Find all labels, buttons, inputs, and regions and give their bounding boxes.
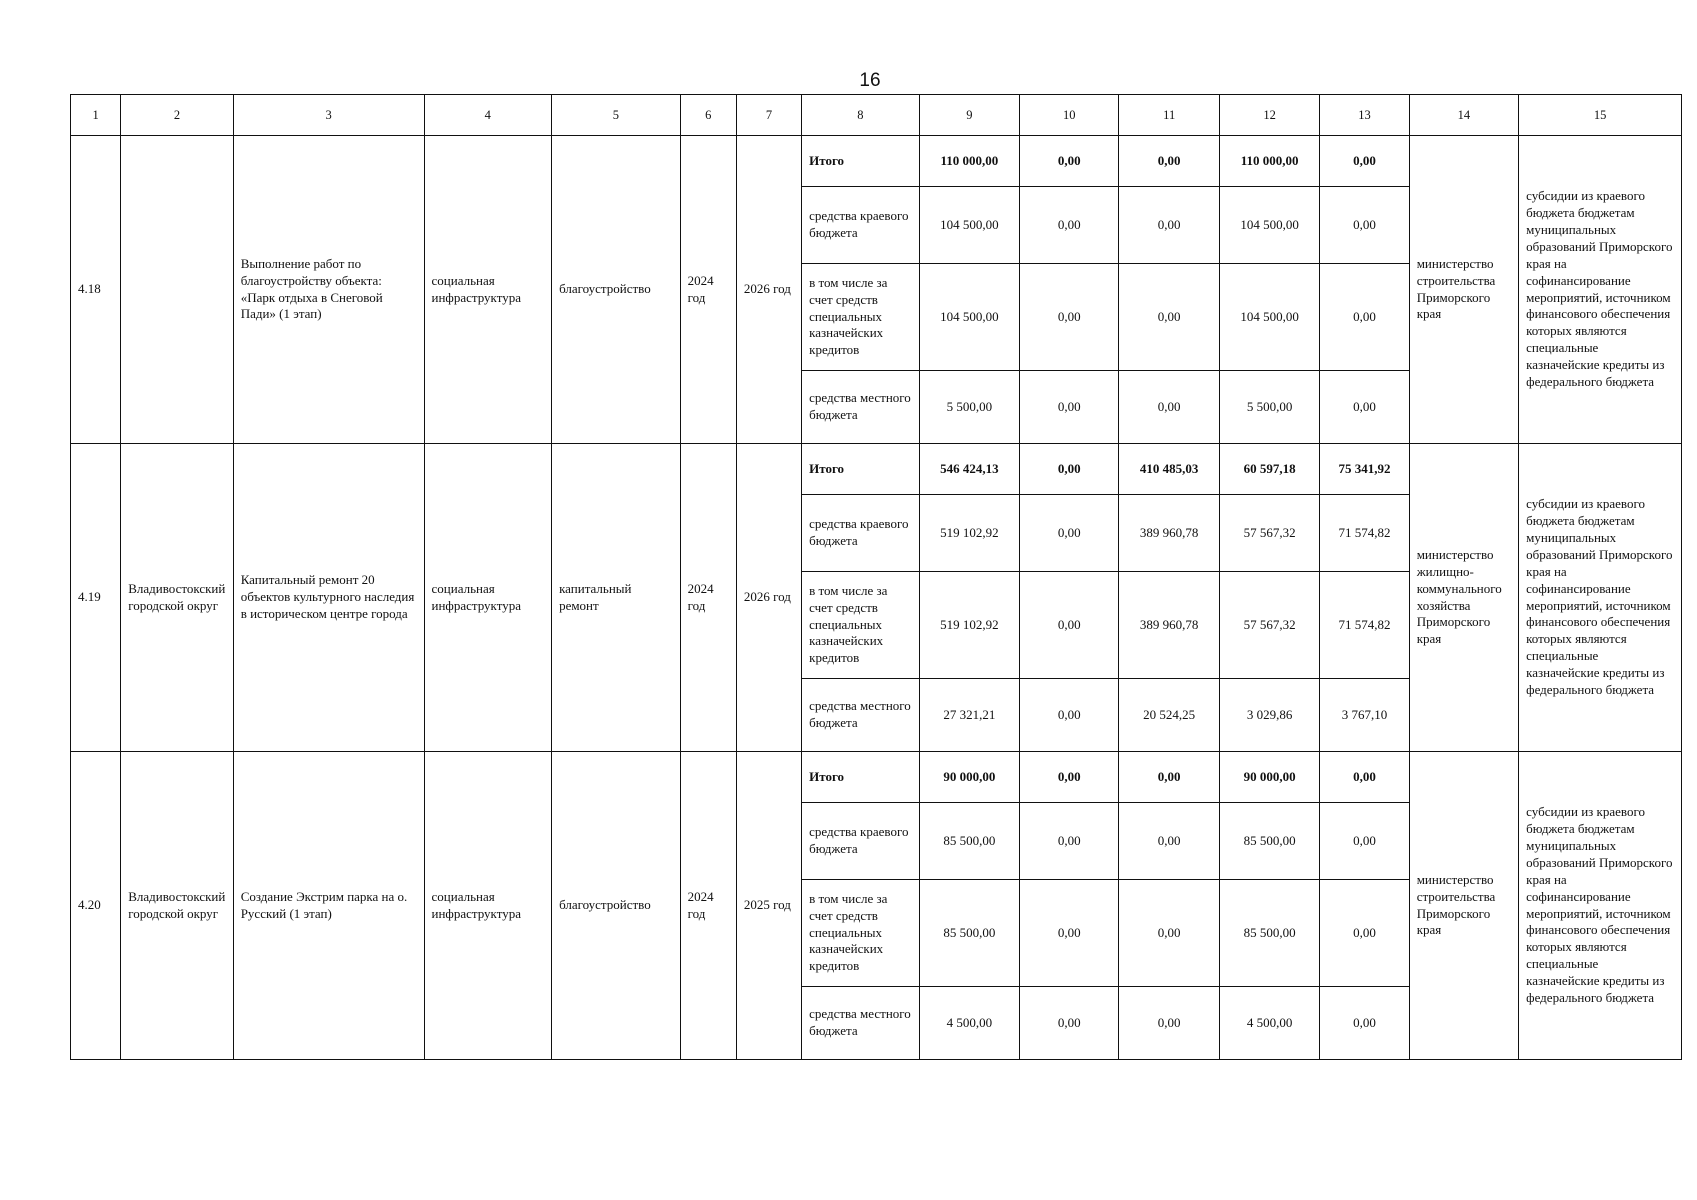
object-name-cell: Капитальный ремонт 20 объектов культурного наследия в историческом центре города <box>233 444 424 752</box>
amount-cell: 389 960,78 <box>1119 495 1219 572</box>
amount-cell: 410 485,03 <box>1119 444 1219 495</box>
funding-source-cell: средства краевого бюджета <box>802 803 920 880</box>
column-number-cell: 4 <box>424 95 552 136</box>
column-number-cell: 10 <box>1020 95 1119 136</box>
mechanism-cell: субсидии из краевого бюджета бюджетам муниципальных образований Приморского края на софинансирование мероприятий, источником финансового обеспечения которых являются специальные казначейские кредиты из федерального бюджета <box>1519 752 1682 1060</box>
amount-cell: 0,00 <box>1020 572 1119 679</box>
amount-cell: 85 500,00 <box>919 880 1019 987</box>
amount-cell: 0,00 <box>1320 187 1409 264</box>
work-type-cell: капитальный ремонт <box>552 444 681 752</box>
funding-source-cell: Итого <box>802 444 920 495</box>
amount-cell: 104 500,00 <box>919 187 1019 264</box>
start-year-cell: 2024 год <box>680 444 736 752</box>
table-row <box>71 752 1682 803</box>
page-number: 16 <box>859 70 881 91</box>
amount-cell: 0,00 <box>1119 752 1219 803</box>
amount-cell: 85 500,00 <box>1219 803 1319 880</box>
sphere-cell: социальная инфраструктура <box>424 136 552 444</box>
end-year-cell: 2025 год <box>736 752 801 1060</box>
ministry-cell: министерство жилищно-коммунального хозяйства Приморского края <box>1409 444 1518 752</box>
amount-cell: 519 102,92 <box>919 495 1019 572</box>
amount-cell: 389 960,78 <box>1119 572 1219 679</box>
amount-cell: 0,00 <box>1020 444 1119 495</box>
amount-cell: 60 597,18 <box>1219 444 1319 495</box>
amount-cell: 85 500,00 <box>1219 880 1319 987</box>
amount-cell: 57 567,32 <box>1219 572 1319 679</box>
column-number-cell: 6 <box>680 95 736 136</box>
amount-cell: 104 500,00 <box>919 264 1019 371</box>
funding-source-cell: в том числе за счет средств специальных казначейских кредитов <box>802 880 920 987</box>
header-row <box>71 95 1682 136</box>
amount-cell: 85 500,00 <box>919 803 1019 880</box>
amount-cell: 0,00 <box>1020 987 1119 1060</box>
amount-cell: 546 424,13 <box>919 444 1019 495</box>
funding-source-cell: средства краевого бюджета <box>802 187 920 264</box>
amount-cell: 71 574,82 <box>1320 572 1409 679</box>
amount-cell: 0,00 <box>1320 803 1409 880</box>
amount-cell: 3 767,10 <box>1320 679 1409 752</box>
amount-cell: 0,00 <box>1119 136 1219 187</box>
amount-cell: 0,00 <box>1320 752 1409 803</box>
funding-source-cell: в том числе за счет средств специальных казначейских кредитов <box>802 264 920 371</box>
amount-cell: 0,00 <box>1320 264 1409 371</box>
amount-cell: 110 000,00 <box>919 136 1019 187</box>
amount-cell: 0,00 <box>1119 264 1219 371</box>
funding-source-cell: в том числе за счет средств специальных казначейских кредитов <box>802 572 920 679</box>
amount-cell: 0,00 <box>1320 987 1409 1060</box>
amount-cell: 0,00 <box>1320 371 1409 444</box>
amount-cell: 0,00 <box>1020 880 1119 987</box>
amount-cell: 20 524,25 <box>1119 679 1219 752</box>
mechanism-cell: субсидии из краевого бюджета бюджетам муниципальных образований Приморского края на софинансирование мероприятий, источником финансового обеспечения которых являются специальные казначейские кредиты из федерального бюджета <box>1519 136 1682 444</box>
amount-cell: 57 567,32 <box>1219 495 1319 572</box>
item-number-cell: 4.20 <box>71 752 121 1060</box>
amount-cell: 71 574,82 <box>1320 495 1409 572</box>
amount-cell: 27 321,21 <box>919 679 1019 752</box>
end-year-cell: 2026 год <box>736 136 801 444</box>
column-number-cell: 12 <box>1219 95 1319 136</box>
sphere-cell: социальная инфраструктура <box>424 444 552 752</box>
amount-cell: 0,00 <box>1020 371 1119 444</box>
funding-source-cell: средства местного бюджета <box>802 371 920 444</box>
amount-cell: 104 500,00 <box>1219 264 1319 371</box>
table-row <box>71 444 1682 495</box>
ministry-cell: министерство строительства Приморского края <box>1409 136 1518 444</box>
item-number-cell: 4.18 <box>71 136 121 444</box>
table-body <box>71 95 1682 1060</box>
amount-cell: 0,00 <box>1020 679 1119 752</box>
municipality-cell <box>121 136 233 444</box>
column-number-cell: 13 <box>1320 95 1409 136</box>
amount-cell: 3 029,86 <box>1219 679 1319 752</box>
funding-source-cell: Итого <box>802 752 920 803</box>
amount-cell: 0,00 <box>1020 495 1119 572</box>
column-number-cell: 14 <box>1409 95 1518 136</box>
amount-cell: 0,00 <box>1020 187 1119 264</box>
column-number-cell: 8 <box>802 95 920 136</box>
municipality-cell: Владивостокский городской округ <box>121 444 233 752</box>
amount-cell: 0,00 <box>1119 803 1219 880</box>
work-type-cell: благоустройство <box>552 752 681 1060</box>
funding-source-cell: средства краевого бюджета <box>802 495 920 572</box>
amount-cell: 90 000,00 <box>1219 752 1319 803</box>
budget-table <box>70 94 1682 1060</box>
column-number-cell: 3 <box>233 95 424 136</box>
column-number-cell: 9 <box>919 95 1019 136</box>
column-number-cell: 5 <box>552 95 681 136</box>
amount-cell: 5 500,00 <box>1219 371 1319 444</box>
amount-cell: 110 000,00 <box>1219 136 1319 187</box>
amount-cell: 75 341,92 <box>1320 444 1409 495</box>
column-number-cell: 1 <box>71 95 121 136</box>
amount-cell: 5 500,00 <box>919 371 1019 444</box>
item-number-cell: 4.19 <box>71 444 121 752</box>
sphere-cell: социальная инфраструктура <box>424 752 552 1060</box>
table-row <box>71 136 1682 187</box>
amount-cell: 519 102,92 <box>919 572 1019 679</box>
amount-cell: 90 000,00 <box>919 752 1019 803</box>
amount-cell: 0,00 <box>1119 371 1219 444</box>
amount-cell: 0,00 <box>1119 187 1219 264</box>
funding-source-cell: Итого <box>802 136 920 187</box>
amount-cell: 0,00 <box>1020 136 1119 187</box>
mechanism-cell: субсидии из краевого бюджета бюджетам муниципальных образований Приморского края на софинансирование мероприятий, источником финансового обеспечения которых являются специальные казначейские кредиты из федерального бюджета <box>1519 444 1682 752</box>
amount-cell: 4 500,00 <box>919 987 1019 1060</box>
funding-source-cell: средства местного бюджета <box>802 679 920 752</box>
amount-cell: 0,00 <box>1020 752 1119 803</box>
object-name-cell: Выполнение работ по благоустройству объекта: «Парк отдыха в Снеговой Пади» (1 этап) <box>233 136 424 444</box>
amount-cell: 0,00 <box>1320 136 1409 187</box>
column-number-cell: 2 <box>121 95 233 136</box>
amount-cell: 0,00 <box>1020 803 1119 880</box>
ministry-cell: министерство строительства Приморского края <box>1409 752 1518 1060</box>
amount-cell: 0,00 <box>1020 264 1119 371</box>
column-number-cell: 15 <box>1519 95 1682 136</box>
object-name-cell: Создание Экстрим парка на о. Русский (1 этап) <box>233 752 424 1060</box>
end-year-cell: 2026 год <box>736 444 801 752</box>
amount-cell: 0,00 <box>1119 987 1219 1060</box>
amount-cell: 0,00 <box>1119 880 1219 987</box>
column-number-cell: 11 <box>1119 95 1219 136</box>
start-year-cell: 2024 год <box>680 752 736 1060</box>
column-number-cell: 7 <box>736 95 801 136</box>
amount-cell: 104 500,00 <box>1219 187 1319 264</box>
amount-cell: 4 500,00 <box>1219 987 1319 1060</box>
municipality-cell: Владивостокский городской округ <box>121 752 233 1060</box>
amount-cell: 0,00 <box>1320 880 1409 987</box>
work-type-cell: благоустройство <box>552 136 681 444</box>
funding-source-cell: средства местного бюджета <box>802 987 920 1060</box>
start-year-cell: 2024 год <box>680 136 736 444</box>
